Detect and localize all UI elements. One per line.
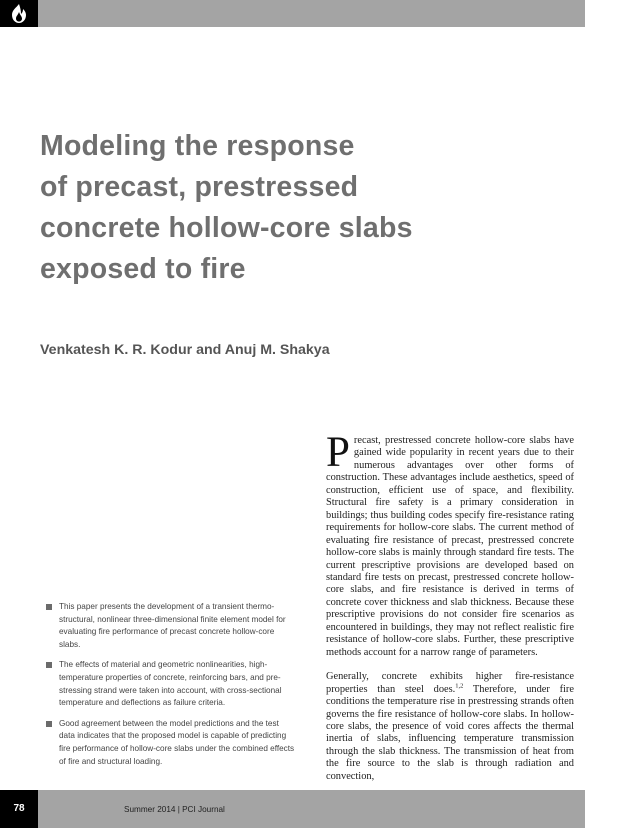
header-bar bbox=[0, 0, 585, 27]
summary-item bbox=[46, 659, 296, 709]
journal-logo bbox=[0, 0, 38, 27]
title-line: Modeling the response bbox=[40, 130, 355, 162]
flame-icon bbox=[8, 3, 30, 24]
author-line: Venkatesh K. R. Kodur and Anuj M. Shakya bbox=[40, 342, 330, 358]
footer-bar bbox=[0, 790, 585, 828]
paragraph-text: Generally, concrete exhibits higher fire-resistance properties than steel does. bbox=[326, 671, 574, 695]
summary-item bbox=[46, 718, 296, 768]
square-bullet-icon bbox=[46, 604, 52, 610]
title-line: exposed to fire bbox=[40, 253, 246, 285]
square-bullet-icon bbox=[46, 721, 52, 727]
title-line: concrete hollow-core slabs bbox=[40, 212, 413, 244]
summary-text: The effects of material and geometric nonlinearities, high-temperature properties of concrete, reinforcing bars, and pre-stressing strand were taken into account, with cross-sectional temperature and deflections as failure criteria. bbox=[59, 660, 282, 708]
title-line: of precast, prestressed bbox=[40, 171, 359, 203]
drop-cap: P bbox=[326, 429, 350, 476]
body-text-column bbox=[326, 429, 574, 795]
body-paragraph bbox=[326, 429, 574, 659]
summary-item bbox=[46, 601, 296, 651]
page-number: 78 bbox=[0, 790, 38, 828]
paragraph-text: Therefore, under fire conditions the temperature rise in prestressing strands often governs the fire resistance of hollow-core slabs. In hollow-core slabs, the presence of void cores affects the thermal inertia of slabs, influencing temperature transmission through the slab thickness. The transmission of heat from the fire source to the slab is through radiation and convection, bbox=[326, 683, 574, 782]
summary-list bbox=[46, 601, 296, 776]
body-paragraph bbox=[326, 671, 574, 783]
summary-text: Good agreement between the model predictions and the test data indicates that the proposed model is capable of predicting fire performance of hollow-core slabs under the combined effects of fire and structural loading. bbox=[59, 718, 295, 766]
paragraph-text: recast, prestressed concrete hollow-core slabs have gained wide popularity in recent years due to their numerous advantages over other forms of construction. These advantages include aesthetics, speed of construction, efficient use of space, and flexibility. Structural fire safety is a primary consideration in buildings; thus building codes specify fire-resistance rating requirements for hollow-core slabs. The current method of evaluating fire resistance of precast, prestressed concrete hollow-core slabs is mainly through standard fire tests. The current prescriptive provisions are developed based on standard fire tests on precast, prestressed concrete hollow-core slabs, and fire resistance is derived in terms of concrete cover thickness and slab thickness. Because these prescriptive provisions do not consider fire scenarios as encountered in buildings, they may not reflect realistic fire resistance of hollow-core slabs. Further, these prescriptive methods account for a narrow range of parameters. bbox=[326, 435, 574, 658]
article-title bbox=[40, 126, 580, 290]
square-bullet-icon bbox=[46, 662, 52, 668]
journal-footer: Summer 2014 | PCI Journal bbox=[124, 805, 225, 814]
citation-superscript: 1,2 bbox=[455, 682, 464, 690]
summary-text: This paper presents the development of a transient thermo-structural, nonlinear three-dimensional finite element model for evaluating fire performance of precast concrete hollow-core slabs. bbox=[59, 602, 286, 649]
page-edge bbox=[616, 0, 623, 830]
